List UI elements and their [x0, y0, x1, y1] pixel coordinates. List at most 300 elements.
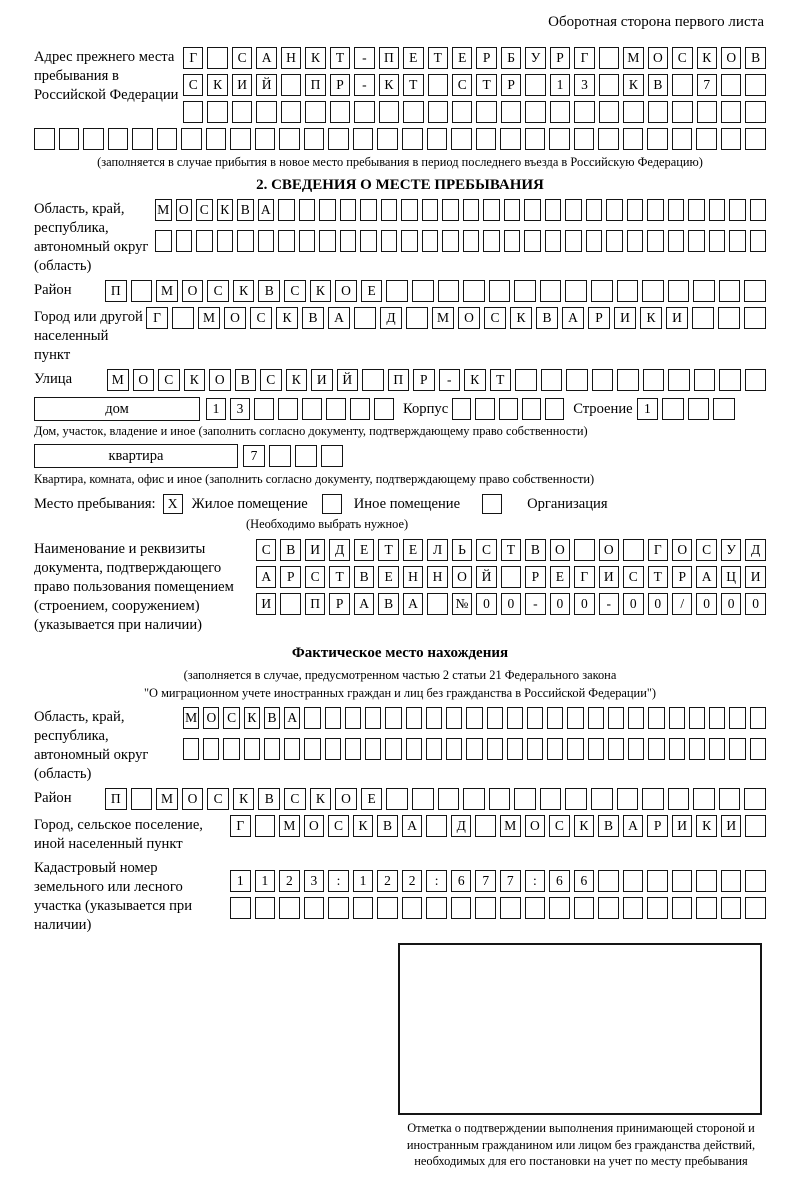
- char-cell: [304, 707, 320, 729]
- char-cell: К: [310, 788, 332, 810]
- char-cell: [540, 788, 562, 810]
- char-cell: [507, 707, 523, 729]
- char-cell: С: [476, 539, 496, 561]
- char-cell: [350, 398, 370, 420]
- char-cell: [745, 870, 766, 892]
- char-cell: А: [562, 307, 584, 329]
- char-cell: 3: [230, 398, 250, 420]
- char-cell: [647, 897, 668, 919]
- char-cell: О: [335, 788, 357, 810]
- char-cell: Т: [501, 539, 521, 561]
- char-cell: [606, 230, 623, 252]
- char-cell: П: [305, 74, 325, 96]
- char-cell: [745, 74, 765, 96]
- char-cell: [515, 369, 537, 391]
- char-cell: В: [302, 307, 324, 329]
- prev-address-row-1: [183, 47, 766, 69]
- char-cell: С: [256, 539, 276, 561]
- char-cell: [340, 199, 357, 221]
- char-cell: [591, 788, 613, 810]
- option-other-premises-label: Иное помещение: [353, 496, 461, 512]
- char-cell: К: [310, 280, 332, 302]
- prev-address-label: Адрес прежнего места пребывания в Российской Федерации: [34, 49, 179, 103]
- district-field: [34, 280, 766, 302]
- char-cell: [642, 280, 664, 302]
- char-cell: [278, 199, 295, 221]
- char-cell: [403, 101, 423, 123]
- char-cell: [525, 74, 545, 96]
- house-type-box: дом: [34, 397, 200, 421]
- char-cell: [550, 101, 570, 123]
- char-cell: [744, 307, 766, 329]
- checkbox-other-premises: [322, 494, 342, 514]
- stay-type-field: [34, 494, 766, 514]
- char-cell: К: [697, 47, 717, 69]
- page-side-note: Оборотная сторона первого листа: [548, 14, 764, 30]
- char-cell: Й: [256, 74, 276, 96]
- char-cell: [608, 738, 624, 760]
- char-cell: [744, 280, 766, 302]
- char-cell: К: [574, 815, 595, 837]
- char-cell: [207, 47, 227, 69]
- char-cell: [132, 128, 153, 150]
- char-cell: [525, 128, 546, 150]
- char-cell: Е: [403, 539, 423, 561]
- char-cell: [668, 369, 690, 391]
- char-cell: [360, 230, 377, 252]
- char-cell: С: [305, 566, 325, 588]
- char-cell: У: [721, 539, 741, 561]
- char-cell: С: [260, 369, 282, 391]
- char-cell: [669, 707, 685, 729]
- char-cell: /: [672, 593, 692, 615]
- char-cell: [721, 101, 741, 123]
- char-cell: [744, 788, 766, 810]
- char-cell: К: [305, 47, 325, 69]
- char-cell: В: [378, 593, 398, 615]
- char-cell: [255, 128, 276, 150]
- char-cell: А: [354, 593, 374, 615]
- char-cell: [217, 230, 234, 252]
- char-cell: Т: [378, 539, 398, 561]
- char-cell: [330, 101, 350, 123]
- char-cell: С: [183, 74, 203, 96]
- char-cell: [442, 199, 459, 221]
- district-row: [105, 280, 766, 302]
- char-cell: 0: [476, 593, 496, 615]
- district2-row: [105, 788, 766, 810]
- char-cell: [745, 128, 766, 150]
- cadastral-field: [34, 858, 766, 935]
- char-cell: [709, 230, 726, 252]
- char-cell: И: [614, 307, 636, 329]
- char-cell: [688, 398, 710, 420]
- char-cell: 0: [501, 593, 521, 615]
- char-cell: [34, 128, 55, 150]
- prev-address-row-3: [183, 101, 766, 123]
- char-cell: В: [598, 815, 619, 837]
- city-label: Город или другой населенный пункт: [34, 309, 143, 363]
- char-cell: 0: [623, 593, 643, 615]
- char-cell: [299, 230, 316, 252]
- char-cell: К: [696, 815, 717, 837]
- char-cell: Т: [476, 74, 496, 96]
- char-cell: [463, 199, 480, 221]
- char-cell: Д: [451, 815, 472, 837]
- char-cell: [381, 199, 398, 221]
- char-cell: И: [666, 307, 688, 329]
- char-cell: К: [464, 369, 486, 391]
- char-cell: [386, 788, 408, 810]
- char-cell: Д: [329, 539, 349, 561]
- char-cell: А: [402, 815, 423, 837]
- char-cell: 7: [475, 870, 496, 892]
- char-cell: [729, 230, 746, 252]
- char-cell: [452, 101, 472, 123]
- char-cell: Й: [476, 566, 496, 588]
- korpus-label: Корпус: [403, 401, 449, 417]
- char-cell: Д: [745, 539, 765, 561]
- char-cell: [500, 897, 521, 919]
- char-cell: Р: [413, 369, 435, 391]
- actual-location-title: Фактическое место нахождения: [291, 645, 509, 661]
- region-field: [34, 199, 766, 276]
- char-cell: О: [458, 307, 480, 329]
- char-cell: [386, 280, 408, 302]
- street-field: [34, 369, 766, 391]
- char-cell: [281, 74, 301, 96]
- char-cell: П: [105, 788, 127, 810]
- char-cell: [279, 128, 300, 150]
- char-cell: [402, 128, 423, 150]
- char-cell: [354, 307, 376, 329]
- prev-address-note: (заполняется в случае прибытия в новое место пребывания в период последнего въезда в Российскую Федерацию): [97, 155, 703, 169]
- char-cell: С: [549, 815, 570, 837]
- char-cell: О: [203, 707, 219, 729]
- char-cell: У: [525, 47, 545, 69]
- char-cell: [668, 199, 685, 221]
- char-cell: [401, 199, 418, 221]
- char-cell: 1: [230, 870, 251, 892]
- char-cell: [255, 815, 276, 837]
- char-cell: [475, 897, 496, 919]
- char-cell: [745, 369, 767, 391]
- char-cell: Н: [427, 566, 447, 588]
- char-cell: Н: [281, 47, 301, 69]
- char-cell: [541, 369, 563, 391]
- char-cell: 0: [721, 593, 741, 615]
- char-cell: Т: [428, 47, 448, 69]
- char-cell: [475, 398, 494, 420]
- char-cell: 1: [353, 870, 374, 892]
- char-cell: [598, 897, 619, 919]
- char-cell: [623, 128, 644, 150]
- prev-address-row-2: [183, 74, 766, 96]
- region2-label: Область, край, республика, автономный округ (область): [34, 709, 149, 782]
- char-cell: [223, 738, 239, 760]
- char-cell: О: [525, 815, 546, 837]
- char-cell: [501, 566, 521, 588]
- char-cell: [181, 128, 202, 150]
- char-cell: [627, 199, 644, 221]
- char-cell: К: [244, 707, 260, 729]
- char-cell: [232, 101, 252, 123]
- char-cell: [591, 280, 613, 302]
- char-cell: Г: [574, 47, 594, 69]
- char-cell: [406, 307, 428, 329]
- char-cell: [669, 738, 685, 760]
- char-cell: М: [183, 707, 199, 729]
- char-cell: [719, 280, 741, 302]
- char-cell: [623, 101, 643, 123]
- stay-type-label: Место пребывания:: [34, 496, 156, 512]
- char-cell: [476, 128, 497, 150]
- house-number-row: [206, 398, 394, 420]
- house-note: Дом, участок, владение и иное (заполнить согласно документу, подтверждающему право собственности): [34, 424, 588, 438]
- char-cell: [693, 280, 715, 302]
- char-cell: М: [155, 199, 172, 221]
- char-cell: М: [107, 369, 129, 391]
- char-cell: С: [158, 369, 180, 391]
- char-cell: [487, 738, 503, 760]
- char-cell: [264, 738, 280, 760]
- char-cell: А: [623, 815, 644, 837]
- char-cell: [83, 128, 104, 150]
- char-cell: [328, 128, 349, 150]
- char-cell: С: [328, 815, 349, 837]
- char-cell: О: [182, 280, 204, 302]
- char-cell: [507, 738, 523, 760]
- char-cell: Р: [501, 74, 521, 96]
- char-cell: Т: [648, 566, 668, 588]
- char-cell: [592, 369, 614, 391]
- char-cell: [750, 738, 766, 760]
- char-cell: С: [284, 280, 306, 302]
- char-cell: [353, 128, 374, 150]
- char-cell: В: [264, 707, 280, 729]
- char-cell: [672, 101, 692, 123]
- house-field: [34, 397, 766, 421]
- char-cell: Е: [354, 539, 374, 561]
- char-cell: [623, 539, 643, 561]
- char-cell: Г: [146, 307, 168, 329]
- char-cell: [278, 398, 298, 420]
- char-cell: А: [696, 566, 716, 588]
- char-cell: И: [745, 566, 765, 588]
- char-cell: [237, 230, 254, 252]
- char-cell: [244, 738, 260, 760]
- char-cell: [365, 707, 381, 729]
- char-cell: О: [304, 815, 325, 837]
- char-cell: -: [354, 74, 374, 96]
- char-cell: К: [286, 369, 308, 391]
- char-cell: [183, 101, 203, 123]
- char-cell: [545, 199, 562, 221]
- char-cell: С: [452, 74, 472, 96]
- char-cell: 2: [279, 870, 300, 892]
- char-cell: М: [279, 815, 300, 837]
- char-cell: 6: [549, 870, 570, 892]
- char-cell: [617, 788, 639, 810]
- char-cell: [522, 398, 541, 420]
- char-cell: 2: [402, 870, 423, 892]
- char-cell: Р: [647, 815, 668, 837]
- char-cell: Т: [490, 369, 512, 391]
- char-cell: П: [388, 369, 410, 391]
- char-cell: [196, 230, 213, 252]
- char-cell: [438, 788, 460, 810]
- char-cell: Т: [329, 566, 349, 588]
- doc-row-1: [256, 539, 766, 561]
- char-cell: -: [439, 369, 461, 391]
- region-row-1: [155, 199, 766, 221]
- char-cell: [606, 199, 623, 221]
- char-cell: [278, 230, 295, 252]
- char-cell: [628, 707, 644, 729]
- char-cell: [172, 307, 194, 329]
- char-cell: [203, 738, 219, 760]
- char-cell: Т: [403, 74, 423, 96]
- char-cell: 3: [574, 74, 594, 96]
- checkbox-residential: X: [163, 494, 183, 514]
- char-cell: П: [305, 593, 325, 615]
- actual-location-note-1: (заполняется в случае, предусмотренном частью 2 статьи 21 Федерального закона: [183, 668, 617, 682]
- char-cell: [745, 815, 766, 837]
- char-cell: [155, 230, 172, 252]
- char-cell: [427, 593, 447, 615]
- char-cell: [499, 398, 518, 420]
- char-cell: [305, 101, 325, 123]
- char-cell: [608, 707, 624, 729]
- char-cell: :: [426, 870, 447, 892]
- char-cell: [422, 230, 439, 252]
- char-cell: И: [721, 815, 742, 837]
- char-cell: [295, 445, 317, 467]
- char-cell: В: [377, 815, 398, 837]
- char-cell: [729, 707, 745, 729]
- char-cell: [466, 738, 482, 760]
- doc-field: [34, 539, 766, 635]
- char-cell: Е: [361, 788, 383, 810]
- char-cell: [230, 128, 251, 150]
- char-cell: [628, 738, 644, 760]
- char-cell: 0: [550, 593, 570, 615]
- char-cell: [745, 897, 766, 919]
- char-cell: [647, 128, 668, 150]
- char-cell: [256, 101, 276, 123]
- char-cell: [321, 445, 343, 467]
- char-cell: [668, 230, 685, 252]
- char-cell: С: [696, 539, 716, 561]
- char-cell: М: [432, 307, 454, 329]
- char-cell: О: [182, 788, 204, 810]
- char-cell: Б: [501, 47, 521, 69]
- char-cell: [345, 707, 361, 729]
- char-cell: [709, 738, 725, 760]
- cadastral-row-1: [230, 870, 766, 892]
- char-cell: С: [484, 307, 506, 329]
- doc-row-3: [256, 593, 766, 615]
- char-cell: К: [379, 74, 399, 96]
- char-cell: 7: [500, 870, 521, 892]
- char-cell: [689, 707, 705, 729]
- char-cell: С: [284, 788, 306, 810]
- char-cell: №: [452, 593, 472, 615]
- char-cell: [565, 230, 582, 252]
- char-cell: [463, 280, 485, 302]
- char-cell: [504, 199, 521, 221]
- char-cell: [207, 101, 227, 123]
- char-cell: [729, 199, 746, 221]
- char-cell: [360, 199, 377, 221]
- char-cell: 0: [574, 593, 594, 615]
- char-cell: [426, 815, 447, 837]
- char-cell: [525, 897, 546, 919]
- char-cell: 1: [255, 870, 276, 892]
- char-cell: [549, 897, 570, 919]
- char-cell: [281, 101, 301, 123]
- char-cell: И: [305, 539, 325, 561]
- char-cell: [565, 280, 587, 302]
- char-cell: [401, 230, 418, 252]
- char-cell: [385, 738, 401, 760]
- char-cell: А: [284, 707, 300, 729]
- char-cell: 7: [697, 74, 717, 96]
- char-cell: Г: [183, 47, 203, 69]
- stroenie-row: [637, 398, 735, 420]
- char-cell: [406, 738, 422, 760]
- char-cell: Д: [380, 307, 402, 329]
- char-cell: О: [224, 307, 246, 329]
- char-cell: В: [237, 199, 254, 221]
- char-cell: А: [258, 199, 275, 221]
- char-cell: В: [354, 566, 374, 588]
- char-cell: [466, 707, 482, 729]
- checkbox-organization: [482, 494, 502, 514]
- char-cell: Е: [550, 566, 570, 588]
- char-cell: [598, 128, 619, 150]
- section2-title: 2. СВЕДЕНИЯ О МЕСТЕ ПРЕБЫВАНИЯ: [256, 177, 544, 193]
- char-cell: 0: [696, 593, 716, 615]
- char-cell: К: [207, 74, 227, 96]
- char-cell: [713, 398, 735, 420]
- char-cell: [426, 738, 442, 760]
- char-cell: [280, 593, 300, 615]
- char-cell: [345, 738, 361, 760]
- char-cell: В: [536, 307, 558, 329]
- char-cell: [547, 707, 563, 729]
- char-cell: [672, 128, 693, 150]
- char-cell: В: [280, 539, 300, 561]
- char-cell: [648, 707, 664, 729]
- actual-location-note-2: "О миграционном учете иностранных граждан и лиц без гражданства в Российской Федерации"): [143, 686, 657, 700]
- char-cell: [524, 230, 541, 252]
- char-cell: М: [198, 307, 220, 329]
- char-cell: Н: [403, 566, 423, 588]
- char-cell: [648, 101, 668, 123]
- char-cell: [304, 128, 325, 150]
- char-cell: В: [258, 280, 280, 302]
- char-cell: П: [105, 280, 127, 302]
- char-cell: [442, 230, 459, 252]
- char-cell: [451, 128, 472, 150]
- char-cell: [709, 199, 726, 221]
- char-cell: [549, 128, 570, 150]
- char-cell: [446, 738, 462, 760]
- char-cell: [598, 870, 619, 892]
- stamp-note: Отметка о подтверждении выполнения принимающей стороной и иностранным гражданином или лицом без гражданства действий, необходимых для его постановки на учет по месту пребывания: [406, 1121, 756, 1168]
- char-cell: Т: [330, 47, 350, 69]
